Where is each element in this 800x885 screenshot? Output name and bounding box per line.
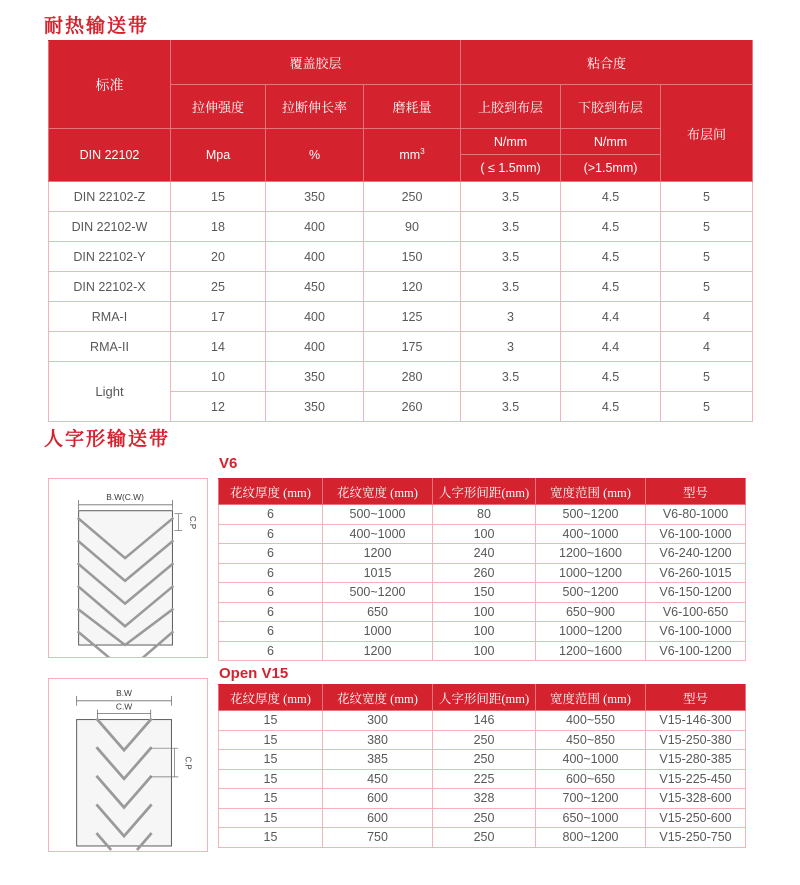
cell-abrasion: 175	[364, 332, 461, 362]
cell-model: V6-260-1015	[646, 563, 746, 583]
cell-model: V6-100-1000	[646, 524, 746, 544]
cell-bottom-to-ply: 4.4	[561, 332, 661, 362]
cell-width-range: 400~1000	[536, 524, 646, 544]
cell-tensile: 10	[171, 362, 266, 392]
cell-between-ply: 5	[661, 212, 753, 242]
header-elongation: 拉断伸长率	[266, 85, 364, 129]
cell-width-range: 1000~1200	[536, 563, 646, 583]
cell-elongation: 450	[266, 272, 364, 302]
cell-top-to-ply: 3	[461, 302, 561, 332]
cell-model: V6-100-1200	[646, 641, 746, 661]
cell-pattern-thickness: 6	[219, 524, 323, 544]
cell-chevron-pitch: 100	[433, 602, 536, 622]
cell-chevron-pitch: 250	[433, 808, 536, 828]
cell-width-range: 650~900	[536, 602, 646, 622]
cell-standard: RMA-II	[49, 332, 171, 362]
cell-bottom-to-ply: 4.5	[561, 272, 661, 302]
cell-model: V6-150-1200	[646, 583, 746, 603]
table-row	[219, 750, 746, 770]
diagram-v15-top-label-text: B.W	[116, 687, 132, 698]
cell-tensile: 14	[171, 332, 266, 362]
cell-elongation: 400	[266, 212, 364, 242]
cell-model: V15-280-385	[646, 750, 746, 770]
cell-chevron-pitch: 250	[433, 828, 536, 848]
cell-tensile: 18	[171, 212, 266, 242]
cell-top-to-ply: 3.5	[461, 362, 561, 392]
header-pattern-width-v6: 花纹宽度 (mm)	[323, 479, 433, 505]
cell-elongation: 400	[266, 242, 364, 272]
cell-width-range: 400~550	[536, 711, 646, 731]
header-standard: 标准	[49, 41, 171, 129]
chevron-diagram-v15	[48, 678, 208, 852]
unit-abrasion-text: mm	[399, 148, 421, 163]
cell-chevron-pitch: 100	[433, 622, 536, 642]
cell-tensile: 12	[171, 392, 266, 422]
cell-pattern-thickness: 15	[219, 711, 323, 731]
table-row	[219, 602, 746, 622]
cell-width-range: 500~1200	[536, 583, 646, 603]
cell-width-range: 700~1200	[536, 789, 646, 809]
cell-pattern-thickness: 6	[219, 563, 323, 583]
table-row	[219, 711, 746, 731]
unit-top-nmm: N/mm	[461, 129, 560, 155]
cell-width-range: 400~1000	[536, 750, 646, 770]
cell-model: V15-250-600	[646, 808, 746, 828]
header-chevron-pitch-v15: 人字形间距(mm)	[433, 685, 536, 711]
cell-pattern-thickness: 6	[219, 544, 323, 564]
cell-model: V15-250-750	[646, 828, 746, 848]
cell-bottom-to-ply: 4.5	[561, 182, 661, 212]
cell-width-range: 450~850	[536, 730, 646, 750]
cell-pattern-width: 750	[323, 828, 433, 848]
diagram-v6-top-label-text: B.W(C.W)	[106, 491, 144, 502]
table-row	[49, 362, 753, 392]
v6-table-body	[219, 505, 746, 661]
cell-between-ply: 5	[661, 242, 753, 272]
cell-pattern-thickness: 15	[219, 828, 323, 848]
cell-chevron-pitch: 150	[433, 583, 536, 603]
cell-standard: Light	[49, 362, 171, 422]
heat-table-unit-row: DIN 22102 Mpa % $mm^3$ N/mm ( ≤ 1.5mm) N/mm (>1.5mm) N/mm	[49, 129, 753, 182]
v15-table-body	[219, 711, 746, 848]
heat-table-body	[49, 182, 753, 422]
cell-abrasion: 90	[364, 212, 461, 242]
header-abrasion: 磨耗量	[364, 85, 461, 129]
diagram-v6-side-label-text: C.P	[188, 515, 198, 530]
cell-pattern-thickness: 6	[219, 622, 323, 642]
cell-standard: DIN 22102-W	[49, 212, 171, 242]
v6-header-row	[219, 479, 746, 505]
cell-between-ply: 5	[661, 362, 753, 392]
cell-pattern-width: 1015	[323, 563, 433, 583]
cell-model: V6-100-1000	[646, 622, 746, 642]
cell-top-to-ply: 3.5	[461, 392, 561, 422]
cell-elongation: 400	[266, 332, 364, 362]
cell-standard: DIN 22102-Z	[49, 182, 171, 212]
cell-chevron-pitch: 100	[433, 641, 536, 661]
v6-table-head	[219, 479, 746, 505]
unit-elongation: %	[266, 129, 364, 182]
cell-model: V15-250-380	[646, 730, 746, 750]
cell-chevron-pitch: 260	[433, 563, 536, 583]
cell-abrasion: 120	[364, 272, 461, 302]
cell-width-range: 800~1200	[536, 828, 646, 848]
heat-resistant-table	[48, 40, 789, 422]
cell-chevron-pitch: 146	[433, 711, 536, 731]
cell-pattern-width: 1200	[323, 544, 433, 564]
unit-top-condition: ( ≤ 1.5mm)	[480, 161, 541, 175]
table-row	[49, 182, 753, 212]
cell-pattern-width: 500~1000	[323, 505, 433, 525]
chevron-diagram-v6	[48, 478, 208, 658]
table-row	[49, 302, 753, 332]
cell-chevron-pitch: 250	[433, 750, 536, 770]
cell-chevron-pitch: 80	[433, 505, 536, 525]
table-row	[219, 563, 746, 583]
unit-bottom-to-ply	[561, 129, 661, 182]
cell-between-ply: 4	[661, 332, 753, 362]
header-model-v15: 型号	[646, 685, 746, 711]
header-between-ply: 布层间	[661, 85, 753, 182]
header-top-to-ply: 上胶到布层	[461, 85, 561, 129]
cell-pattern-width: 600	[323, 808, 433, 828]
cell-between-ply: 4	[661, 302, 753, 332]
cell-top-to-ply: 3.5	[461, 242, 561, 272]
cell-between-ply: 5	[661, 392, 753, 422]
cell-pattern-thickness: 15	[219, 750, 323, 770]
cell-model: V6-100-650	[646, 602, 746, 622]
table-row	[219, 544, 746, 564]
table-row	[49, 272, 753, 302]
cell-model: V6-80-1000	[646, 505, 746, 525]
cell-width-range: 600~650	[536, 769, 646, 789]
table-row	[219, 641, 746, 661]
header-model-v6: 型号	[646, 479, 746, 505]
diagram-v15-side-label-text: C.P	[183, 756, 193, 770]
cell-pattern-thickness: 6	[219, 602, 323, 622]
cell-chevron-pitch: 100	[433, 524, 536, 544]
table-row	[49, 242, 753, 272]
heat-table-group-header-row	[49, 41, 753, 85]
cell-abrasion: 250	[364, 182, 461, 212]
cell-pattern-thickness: 15	[219, 730, 323, 750]
cell-standard: DIN 22102-X	[49, 272, 171, 302]
table-row	[49, 212, 753, 242]
cell-abrasion: 150	[364, 242, 461, 272]
belt-type-label-v6: V6	[219, 455, 238, 472]
v15-table-head	[219, 685, 746, 711]
cell-bottom-to-ply: 4.5	[561, 212, 661, 242]
table-row	[219, 505, 746, 525]
cell-standard: RMA-I	[49, 302, 171, 332]
cell-bottom-to-ply: 4.5	[561, 242, 661, 272]
cell-elongation: 350	[266, 362, 364, 392]
belt-type-label-v15: Open V15	[219, 665, 289, 682]
table-row	[219, 789, 746, 809]
cell-tensile: 15	[171, 182, 266, 212]
header-cover-rubber: 覆盖胶层	[171, 41, 461, 85]
cell-tensile: 20	[171, 242, 266, 272]
cell-width-range: 1000~1200	[536, 622, 646, 642]
cell-chevron-pitch: 240	[433, 544, 536, 564]
cell-model: V6-240-1200	[646, 544, 746, 564]
cell-pattern-width: 300	[323, 711, 433, 731]
v15-header-row	[219, 685, 746, 711]
header-chevron-pitch-v6: 人字形间距(mm)	[433, 479, 536, 505]
cell-pattern-thickness: 15	[219, 769, 323, 789]
unit-abrasion-superscript: 3	[420, 147, 425, 157]
header-pattern-width-v15: 花纹宽度 (mm)	[323, 685, 433, 711]
cell-standard: DIN 22102-Y	[49, 242, 171, 272]
cell-bottom-to-ply: 4.4	[561, 302, 661, 332]
table-row	[219, 808, 746, 828]
header-pattern-thickness-v15: 花纹厚度 (mm)	[219, 685, 323, 711]
diagram-v15-inner-label-text: C.W	[115, 701, 133, 712]
cell-pattern-width: 380	[323, 730, 433, 750]
chevron-v15-table	[218, 684, 746, 848]
cell-pattern-width: 450	[323, 769, 433, 789]
unit-abrasion	[364, 129, 461, 182]
page-title-chevron: 人字形输送带	[44, 429, 171, 450]
cell-pattern-width: 500~1200	[323, 583, 433, 603]
cell-top-to-ply: 3.5	[461, 182, 561, 212]
header-pattern-thickness-v6: 花纹厚度 (mm)	[219, 479, 323, 505]
cell-top-to-ply: 3.5	[461, 272, 561, 302]
cell-model: V15-225-450	[646, 769, 746, 789]
cell-width-range: 1200~1600	[536, 544, 646, 564]
cell-pattern-thickness: 6	[219, 505, 323, 525]
unit-standard-din: DIN 22102	[49, 129, 171, 182]
cell-bottom-to-ply: 4.5	[561, 362, 661, 392]
chevron-v6-table	[218, 478, 746, 661]
page-title-heat-resistant: 耐热输送带	[44, 16, 150, 37]
header-width-range-v15: 宽度范围 (mm)	[536, 685, 646, 711]
cell-pattern-thickness: 15	[219, 808, 323, 828]
cell-elongation: 350	[266, 182, 364, 212]
cell-pattern-width: 1000	[323, 622, 433, 642]
table-row	[219, 730, 746, 750]
table-row	[49, 332, 753, 362]
table-row	[219, 622, 746, 642]
cell-elongation: 350	[266, 392, 364, 422]
unit-bottom-condition: (>1.5mm)	[583, 161, 638, 175]
cell-model: V15-328-600	[646, 789, 746, 809]
cell-chevron-pitch: 225	[433, 769, 536, 789]
cell-model: V15-146-300	[646, 711, 746, 731]
table-row	[219, 524, 746, 544]
unit-tensile: Mpa	[171, 129, 266, 182]
table-row	[219, 828, 746, 848]
cell-pattern-width: 400~1000	[323, 524, 433, 544]
cell-between-ply: 5	[661, 272, 753, 302]
header-adhesion: 粘合度	[461, 41, 753, 85]
heat-table-head	[49, 41, 789, 182]
cell-bottom-to-ply: 4.5	[561, 392, 661, 422]
cell-elongation: 400	[266, 302, 364, 332]
unit-top-to-ply	[461, 129, 561, 182]
cell-abrasion: 280	[364, 362, 461, 392]
unit-bottom-nmm: N/mm	[561, 129, 660, 155]
cell-between-ply: 5	[661, 182, 753, 212]
cell-chevron-pitch: 328	[433, 789, 536, 809]
cell-width-range: 650~1000	[536, 808, 646, 828]
cell-abrasion: 125	[364, 302, 461, 332]
cell-tensile: 25	[171, 272, 266, 302]
cell-top-to-ply: 3	[461, 332, 561, 362]
cell-pattern-width: 650	[323, 602, 433, 622]
cell-pattern-width: 600	[323, 789, 433, 809]
cell-pattern-thickness: 15	[219, 789, 323, 809]
cell-width-range: 1200~1600	[536, 641, 646, 661]
cell-tensile: 17	[171, 302, 266, 332]
header-bottom-to-ply: 下胶到布层	[561, 85, 661, 129]
table-row	[219, 583, 746, 603]
cell-pattern-thickness: 6	[219, 583, 323, 603]
header-width-range-v6: 宽度范围 (mm)	[536, 479, 646, 505]
cell-pattern-width: 1200	[323, 641, 433, 661]
cell-width-range: 500~1200	[536, 505, 646, 525]
cell-top-to-ply: 3.5	[461, 212, 561, 242]
table-row	[219, 769, 746, 789]
cell-pattern-thickness: 6	[219, 641, 323, 661]
header-tensile-strength: 拉伸强度	[171, 85, 266, 129]
cell-abrasion: 260	[364, 392, 461, 422]
cell-chevron-pitch: 250	[433, 730, 536, 750]
cell-pattern-width: 385	[323, 750, 433, 770]
